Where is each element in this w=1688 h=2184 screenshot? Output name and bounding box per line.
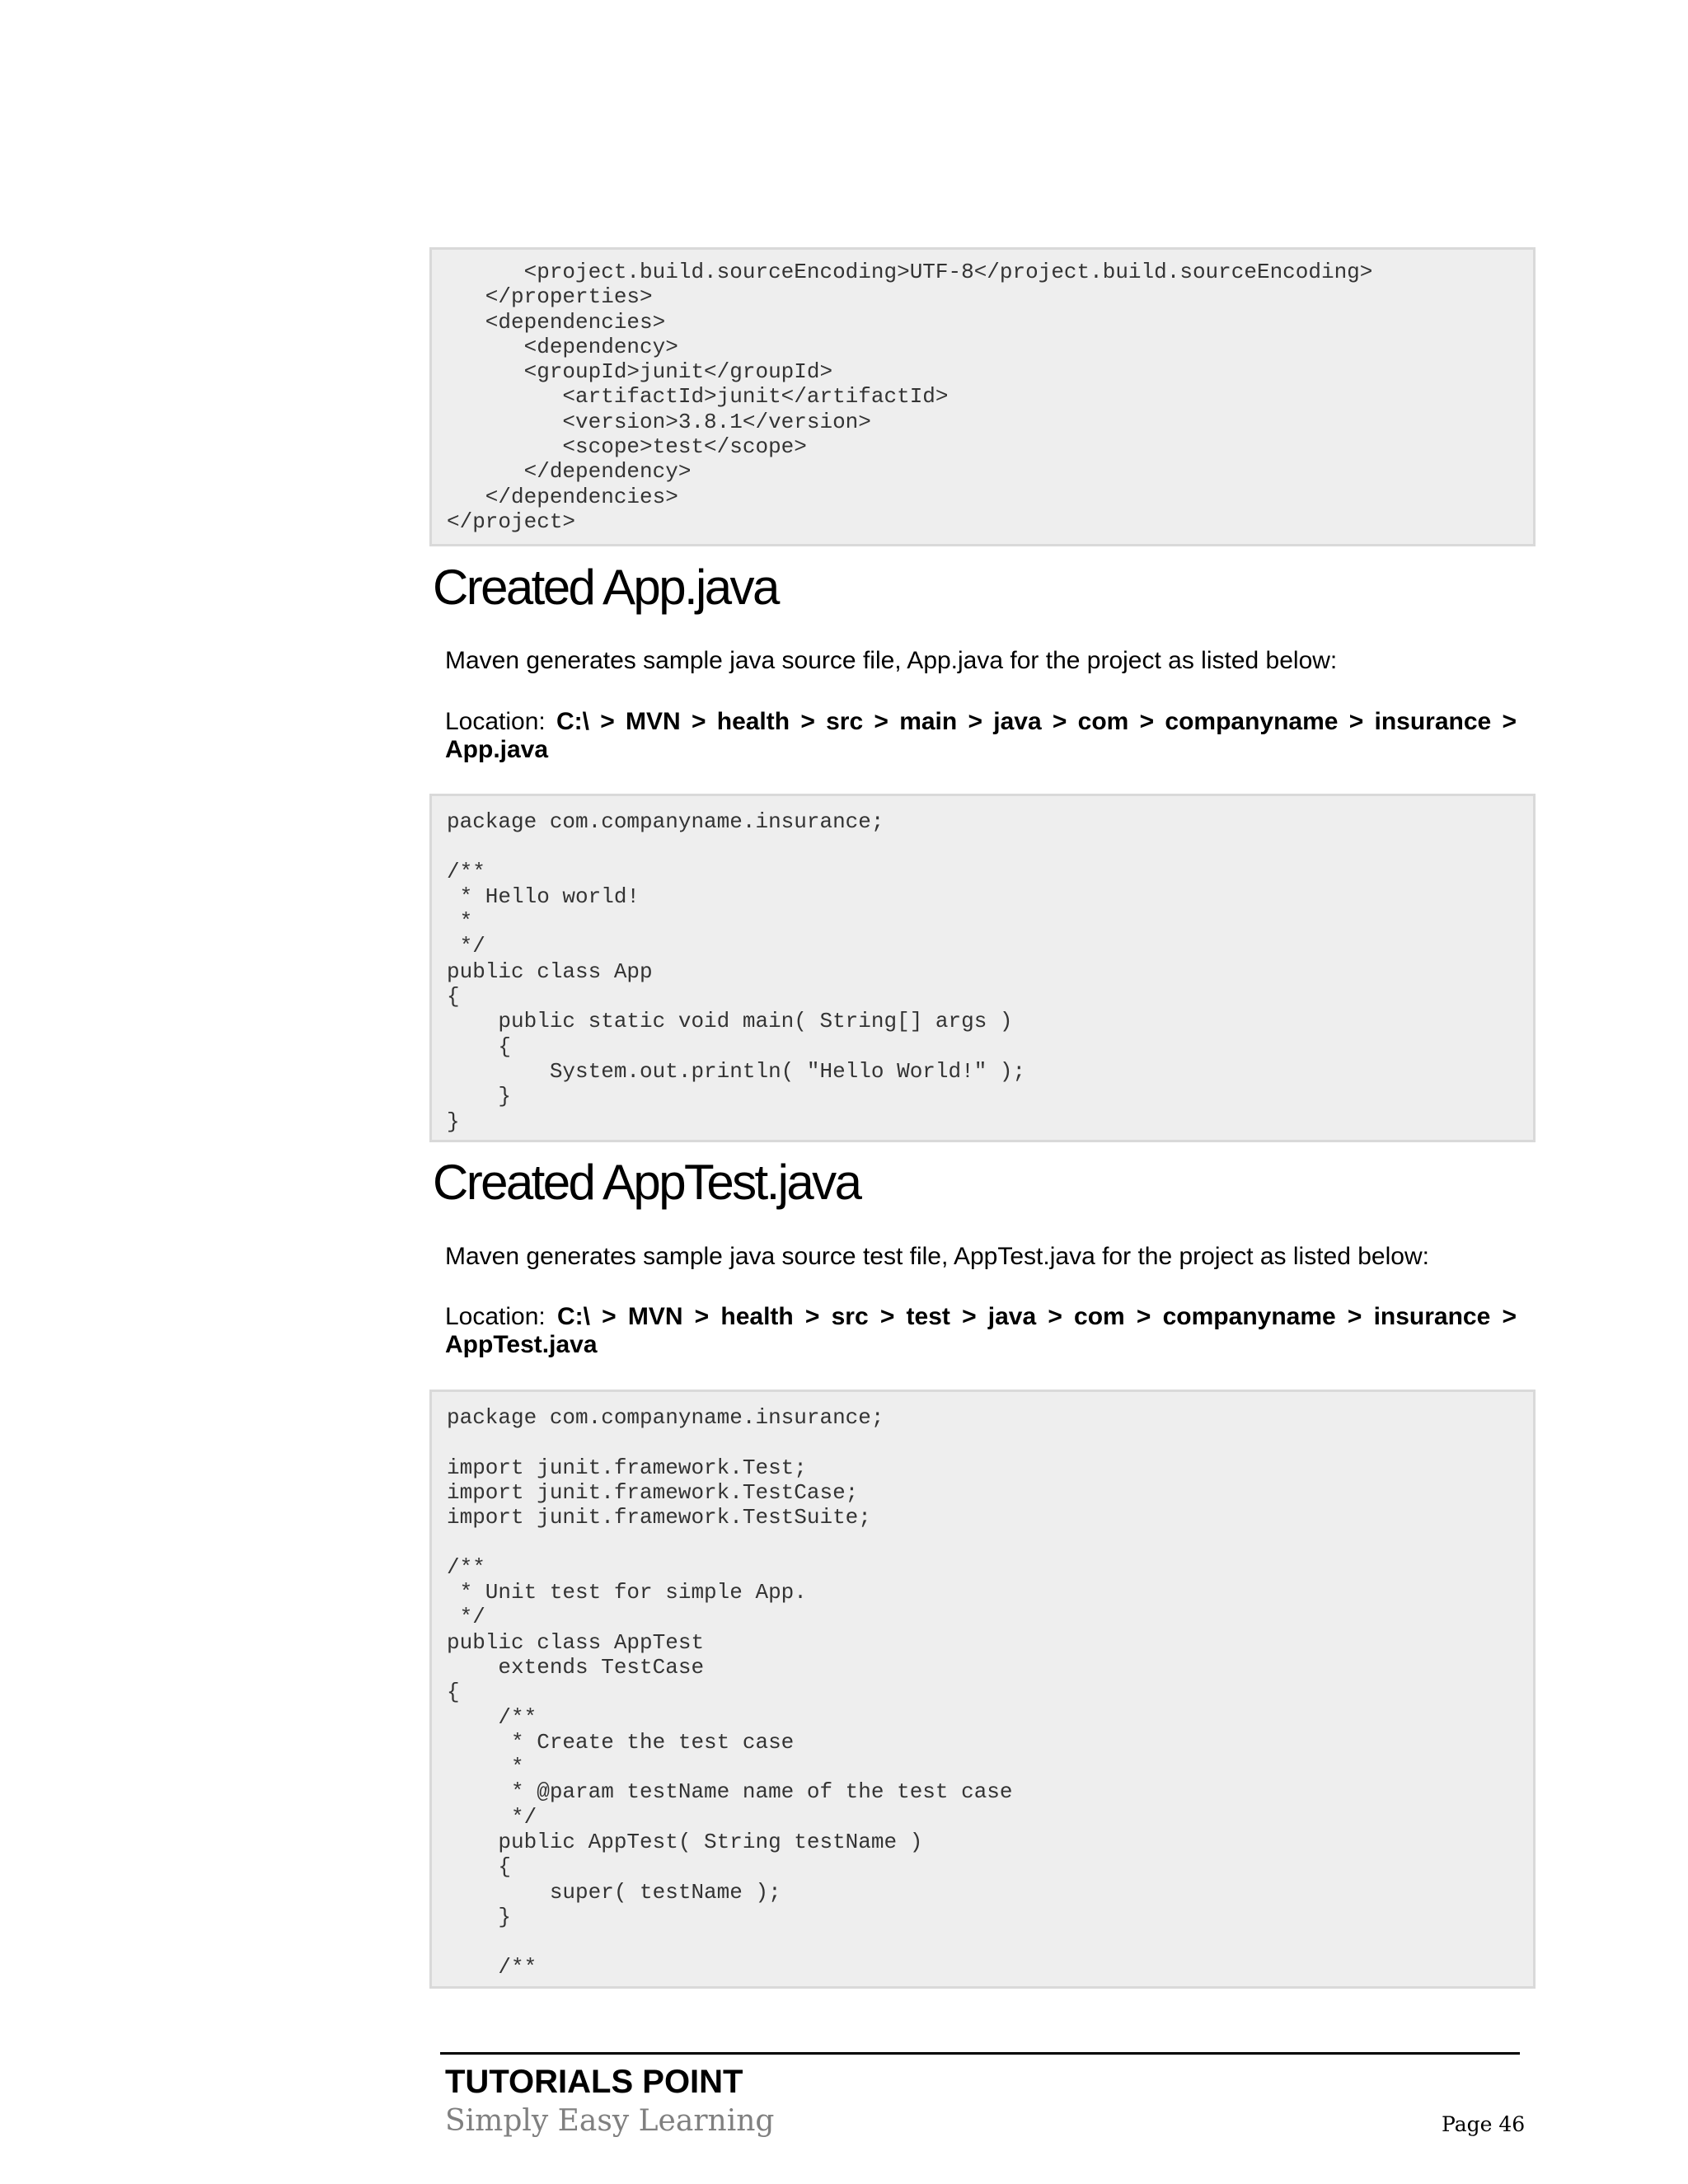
section-description-app-java: Maven generates sample java source file, App.java for the project as listed below: (445, 647, 1338, 674)
page-number: Page 46 (1442, 2112, 1526, 2136)
section-heading-app-java: Created App.java (433, 560, 778, 615)
footer-tagline: Simply Easy Learning (445, 2104, 775, 2138)
code-block-pom-tail: <project.build.sourceEncoding>UTF-8</project.build.sourceEncoding> </properties> <dependencies> <dependency> <groupId>junit</groupId> <artifactId>junit</artifactId> <version>3.8.1</version> <scope>test</scope> </dependency> </dependencies> </project> (429, 247, 1536, 546)
code-block-app-java: package com.companyname.insurance; /** * Hello world! * */ public class App { public static void main( String[] args ) { System.out.println( "Hello World!" ); } } (429, 794, 1536, 1142)
code-block-apptest-java: package com.companyname.insurance; import junit.framework.Test; import junit.framework.TestCase; import junit.framework.TestSuite; /** * Unit test for simple App. */ public class AppTest extends TestCase { /** * Create the test case * * @param testName name of the test case */ public AppTest( String testName ) { super( testName ); } /** (429, 1390, 1536, 1989)
location-value: C:\ > MVN > health > src > main > java > com > companyname > insurance > App.java (445, 708, 1517, 763)
location-path-app-java (445, 708, 1517, 764)
section-heading-apptest-java: Created AppTest.java (433, 1155, 860, 1210)
location-value: C:\ > MVN > health > src > test > java > com > companyname > insurance > AppTest.java (445, 1303, 1517, 1358)
footer-brand: TUTORIALS POINT (445, 2064, 743, 2100)
location-label: Location: (445, 708, 557, 735)
location-label: Location: (445, 1303, 557, 1330)
section-description-apptest-java: Maven generates sample java source test file, AppTest.java for the project as listed below: (445, 1243, 1429, 1270)
location-path-apptest-java (445, 1303, 1517, 1359)
footer-divider (440, 2052, 1520, 2055)
